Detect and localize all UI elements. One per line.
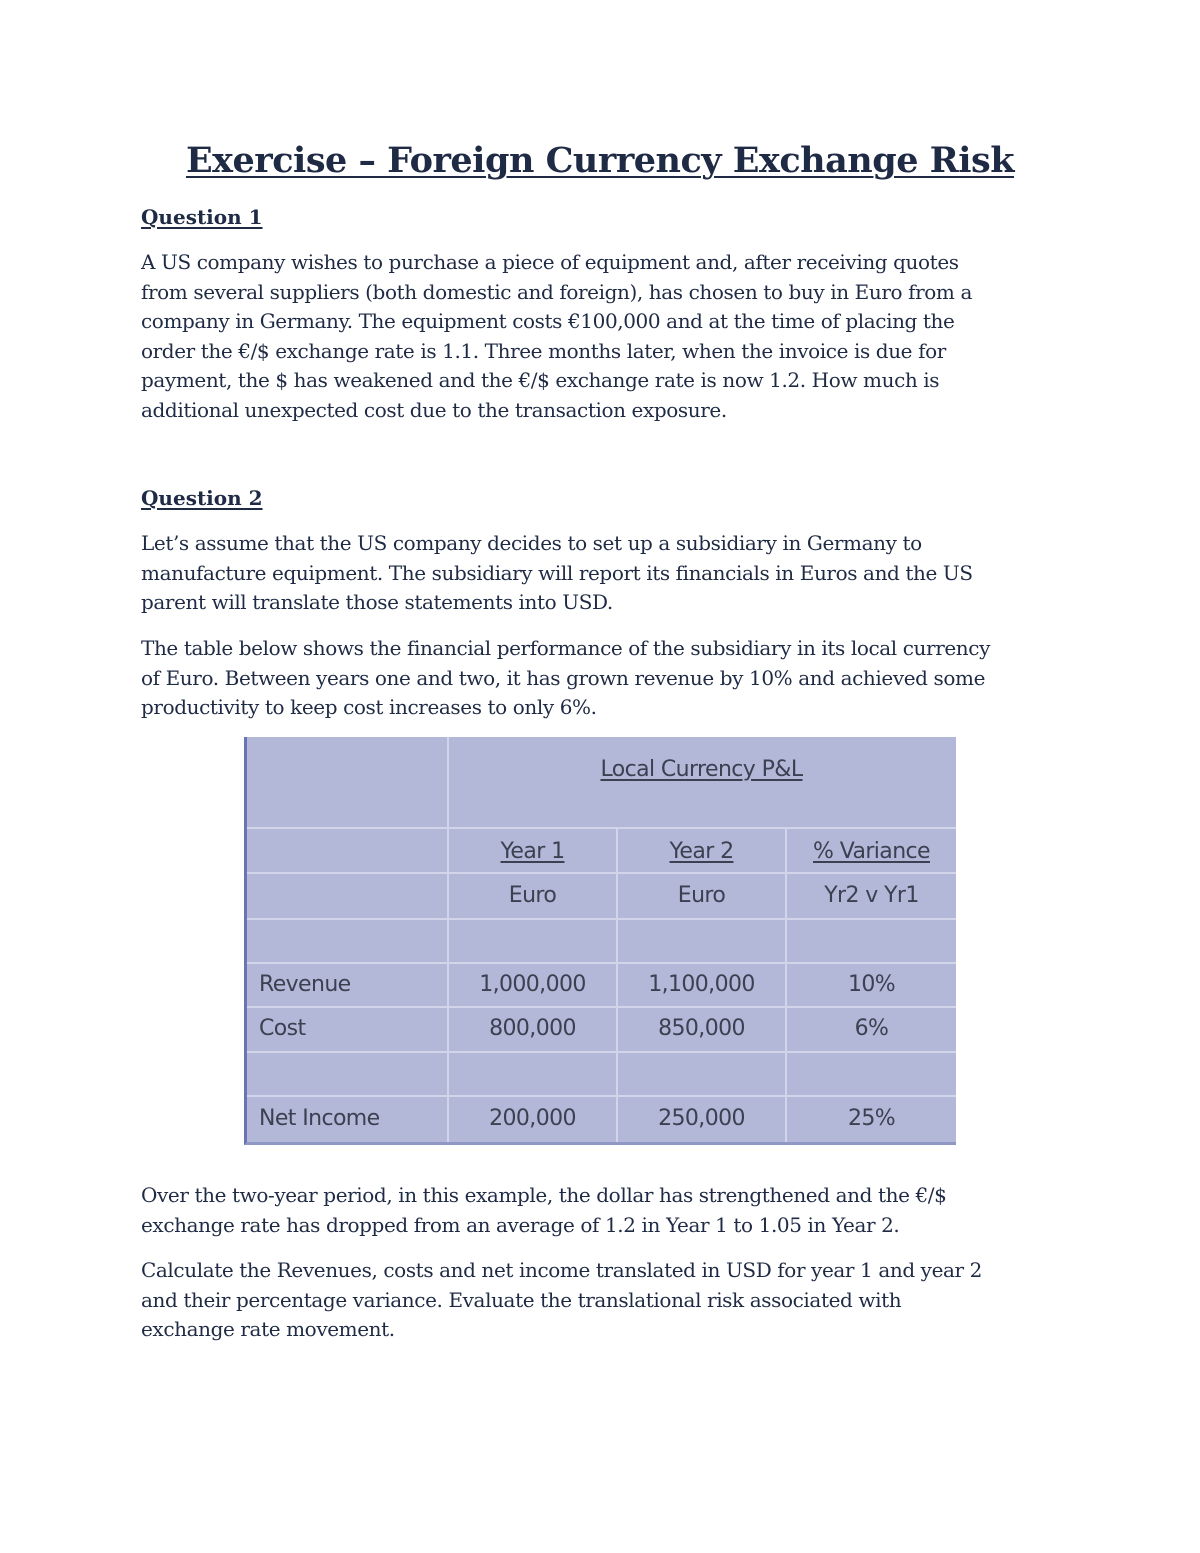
text-line: The table below shows the financial performance of the subsidiary in its local currency [141, 636, 990, 660]
text-line: manufacture equipment. The subsidiary will report its financials in Euros and the US [141, 560, 973, 585]
text-line: Let’s assume that the US company decides to set up a subsidiary in Germany to [141, 531, 922, 555]
page-title: Exercise – Foreign Currency Exchange Risk [185, 140, 1014, 181]
question-2-paragraph-4 [141, 1256, 1061, 1345]
text-line: additional unexpected cost due to the transaction exposure. [141, 397, 727, 422]
table-header-year-2: Year 2 [669, 839, 734, 864]
text-line: order the €/$ exchange rate is 1.1. Three months later, when the invoice is due for [141, 338, 946, 363]
cost-year-1: 800,000 [489, 1016, 576, 1041]
question-1-heading: Question 1 [141, 205, 263, 229]
table-header-year-1: Year 1 [500, 839, 565, 864]
table-gridline [447, 737, 449, 1142]
text-line: exchange rate movement. [141, 1317, 395, 1341]
text-line: Calculate the Revenues, costs and net income translated in USD for year 1 and year 2 [141, 1258, 982, 1282]
question-2-paragraph-3 [141, 1181, 1061, 1240]
table-gridline [247, 872, 956, 874]
table-subheader-year-1: Euro [508, 883, 557, 908]
net-income-year-1: 200,000 [489, 1106, 576, 1131]
text-line: and their percentage variance. Evaluate the translational risk associated with [141, 1287, 902, 1312]
table-subheader-variance: Yr2 v Yr1 [824, 883, 919, 908]
row-label-revenue: Revenue [259, 972, 351, 997]
question-2-heading: Question 2 [141, 486, 263, 510]
text-line: Over the two-year period, in this example, the dollar has strengthened and the €/$ [141, 1183, 947, 1207]
table-gridline [247, 962, 956, 964]
text-line: parent will translate those statements into USD. [141, 590, 613, 614]
row-label-cost: Cost [259, 1016, 306, 1041]
table-gridline [247, 1095, 956, 1097]
text-line: exchange rate has dropped from an average of 1.2 in Year 1 to 1.05 in Year 2. [141, 1212, 900, 1237]
text-line: productivity to keep cost increases to only 6%. [141, 695, 597, 719]
revenue-year-2: 1,100,000 [648, 972, 755, 997]
table-title: Local Currency P&L [600, 757, 803, 782]
table-gridline [247, 1006, 956, 1008]
text-line: of Euro. Between years one and two, it has grown revenue by 10% and achieved some [141, 665, 986, 690]
table-subheader-year-2: Euro [677, 883, 726, 908]
revenue-variance: 10% [847, 972, 896, 997]
cost-variance: 6% [854, 1016, 889, 1041]
text-line: from several suppliers (both domestic and foreign), has chosen to buy in Euro from a [141, 279, 972, 304]
text-line: company in Germany. The equipment costs €100,000 and at the time of placing the [141, 309, 955, 333]
table-gridline [247, 918, 956, 920]
revenue-year-1: 1,000,000 [479, 972, 586, 997]
text-line: A US company wishes to purchase a piece of equipment and, after receiving quotes [141, 250, 959, 274]
net-income-variance: 25% [847, 1106, 896, 1131]
table-gridline [247, 827, 956, 829]
text-line: payment, the $ has weakened and the €/$ exchange rate is now 1.2. How much is [141, 368, 940, 392]
row-label-net-income: Net Income [259, 1106, 380, 1131]
net-income-year-2: 250,000 [658, 1106, 745, 1131]
local-currency-pl-table [244, 737, 956, 1145]
question-2-paragraph-2 [141, 634, 1061, 723]
question-1-text [141, 248, 1061, 425]
cost-year-2: 850,000 [658, 1016, 745, 1041]
table-gridline [247, 1051, 956, 1053]
question-2-paragraph-1 [141, 529, 1061, 618]
table-header-variance: % Variance [813, 839, 930, 864]
